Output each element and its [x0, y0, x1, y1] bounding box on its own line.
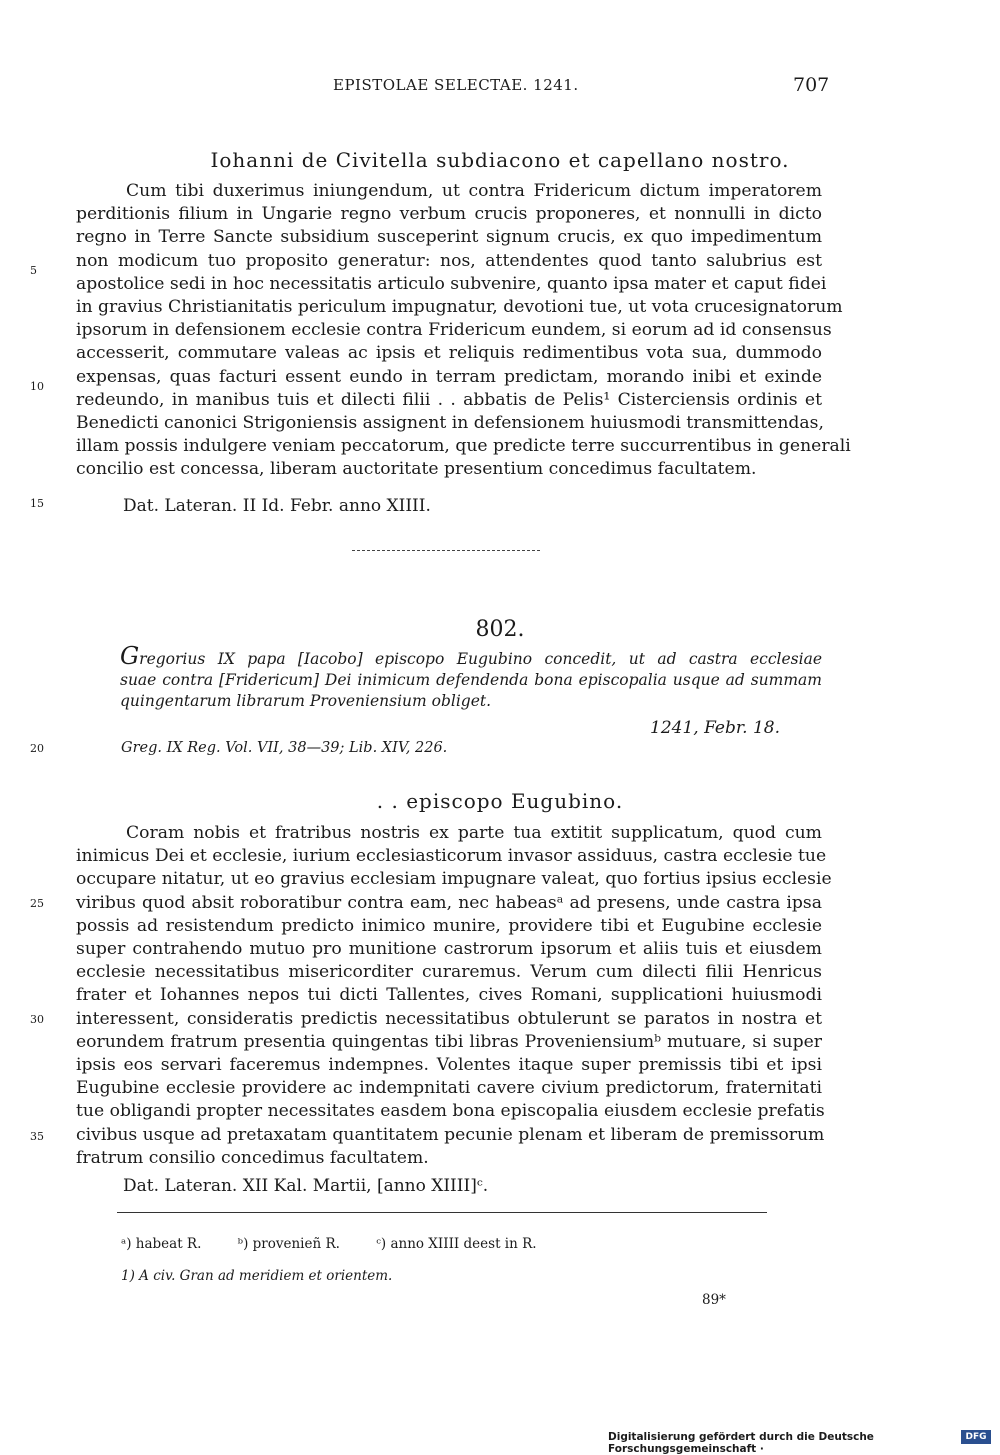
text-line: concilio est concessa, liberam auctoritate presentium concedimus facultatem. — [76, 459, 757, 480]
text-line: ecclesie necessitatibus misericorditer curaremus. Verum cum dilecti filii Henricus — [76, 962, 822, 983]
line-number: 20 — [30, 742, 44, 755]
document-date: 1241, Febr. 18. — [650, 718, 780, 738]
text-line: interessent, consideratis predictis necessitatibus obtulerunt se paratos in nostra et — [76, 1008, 822, 1029]
text-line: Cum tibi duxerimus iniungendum, ut contra Fridericum dictum imperatorem — [126, 181, 822, 201]
textual-notes — [121, 1236, 569, 1252]
digitization-credit: Digitalisierung gefördert durch die Deutsche Forschungsgemeinschaft · — [608, 1431, 874, 1455]
text-line: perditionis filium in Ungarie regno verbum crucis proponeres, et nonnulli in dicto — [76, 204, 822, 225]
text-line: possis ad resistendum predicto inimico munire, providere tibi et Eugubine ecclesie — [76, 915, 822, 936]
regest-line-text: regorius IX papa [Iacobo] episcopo Eugubino concedit, ut ad castra ecclesiae — [139, 650, 822, 668]
text-line: civibus usque ad pretaxatam quantitatem pecunie plenam et liberam de premissorum — [76, 1124, 825, 1145]
footnote-1: 1) A civ. Gran ad meridiem et orientem. — [121, 1268, 393, 1284]
text-line: accesserit, commutare valeas ac ipsis et reliquis redimentibus vota sua, dummodo — [76, 343, 822, 364]
line-number: 35 — [30, 1130, 44, 1143]
text-line: in gravius Christianitatis periculum impugnatur, devotioni tue, ut vota crucesignatorum — [76, 297, 843, 318]
text-line: ipsis eos servari faceremus indempnes. Volentes itaque super premissis tibi et ipsi — [76, 1055, 822, 1076]
regest-initial: G — [120, 642, 140, 670]
document-number: 802. — [475, 617, 525, 642]
note-b: ᵇ) provenieñ R. — [237, 1236, 340, 1252]
note-a: ᵃ) habeat R. — [121, 1236, 202, 1252]
text-line: non modicum tuo proposito generatur: nos, attendentes quod tanto salubrius est — [76, 250, 822, 271]
text-line: super contrahendo mutuo pro munitione castrorum ipsorum et aliis tuis et eiusdem — [76, 939, 822, 960]
line-number: 5 — [30, 264, 37, 277]
letter-1-heading: Iohanni de Civitella subdiacono et capellano nostro. — [210, 148, 790, 172]
text-line: expensas, quas facturi essent eundo in terram predictam, morando inibi et exinde — [76, 366, 822, 387]
text-line: occupare nitatur, ut eo gravius ecclesiam impugnare valeat, quo fortius ipsius ecclesie — [76, 869, 832, 890]
text-line: viribus quod absit roboratibur contra eam, nec habeasᵃ ad presens, unde castra ipsa — [76, 892, 822, 913]
text-line: inimicus Dei et ecclesie, iurium ecclesiasticorum invasor assiduus, castra ecclesie tue — [76, 846, 827, 867]
text-line: Coram nobis et fratribus nostris ex parte tua extitit supplicatum, quod cum — [126, 823, 822, 843]
text-line: frater et Iohannes nepos tui dicti Tallentes, cives Romani, supplicationi huiusmodi — [76, 985, 822, 1006]
signature-mark: 89* — [702, 1292, 726, 1308]
dfg-logo: DFG — [961, 1430, 991, 1444]
line-number: 15 — [30, 497, 44, 510]
line-number: 10 — [30, 380, 44, 393]
regest-line: quingentarum librarum Proveniensium obliget. — [120, 692, 492, 710]
text-line: Benedicti canonici Strigoniensis assignent in defensionem huiusmodi transmittendas, — [76, 413, 824, 434]
running-title: EPISTOLAE SELECTAE. 1241. — [333, 76, 579, 94]
text-line: redeundo, in manibus tuis et dilecti filii . . abbatis de Pelis¹ Cisterciensis ordinis et — [76, 389, 822, 410]
text-line: fratrum consilio concedimus facultatem. — [76, 1147, 429, 1168]
letter-2-body — [76, 822, 832, 1170]
footnote-rule — [117, 1212, 767, 1213]
regest-line — [120, 642, 822, 670]
text-line: eorundem fratrum presentia quingentas tibi libras Proveniensiumᵇ mutuare, si super — [76, 1031, 822, 1052]
text-line: regno in Terre Sancte subsidium susceperint signum crucis, ex quo impedimentum — [76, 227, 822, 248]
line-number: 30 — [30, 1013, 44, 1026]
regest-line: suae contra [Fridericum] Dei inimicum defendenda bona episcopalia usque ad summam — [120, 671, 822, 689]
document-source: Greg. IX Reg. Vol. VII, 38—39; Lib. XIV, 226. — [121, 740, 448, 756]
text-line: tue obligandi propter necessitates easdem bona episcopalia eiusdem ecclesie prefatis — [76, 1101, 825, 1122]
text-line: apostolice sedi in hoc necessitatis articulo subvenire, quanto ipsa mater et caput fidei — [76, 273, 827, 294]
note-c: ᶜ) anno XIIII deest in R. — [376, 1236, 537, 1252]
text-line: ipsorum in defensionem ecclesie contra Fridericum eundem, si eorum ad id consensus — [76, 320, 832, 341]
section-separator — [352, 550, 540, 551]
letter-1-dateline: Dat. Lateran. II Id. Febr. anno XIIII. — [123, 496, 431, 516]
text-line: illam possis indulgere veniam peccatorum, que predicte terre succurrentibus in generali — [76, 436, 851, 457]
text-line: Eugubine ecclesie providere ac indempnitati cavere civium predictorum, fraternitati — [76, 1078, 822, 1099]
letter-1-body — [76, 180, 851, 482]
line-number: 25 — [30, 897, 44, 910]
letter-2-dateline: Dat. Lateran. XII Kal. Martii, [anno XIIII]ᶜ. — [123, 1176, 489, 1196]
page-number: 707 — [793, 74, 830, 96]
letter-2-heading: . . episcopo Eugubino. — [376, 789, 624, 813]
regest — [120, 642, 822, 712]
